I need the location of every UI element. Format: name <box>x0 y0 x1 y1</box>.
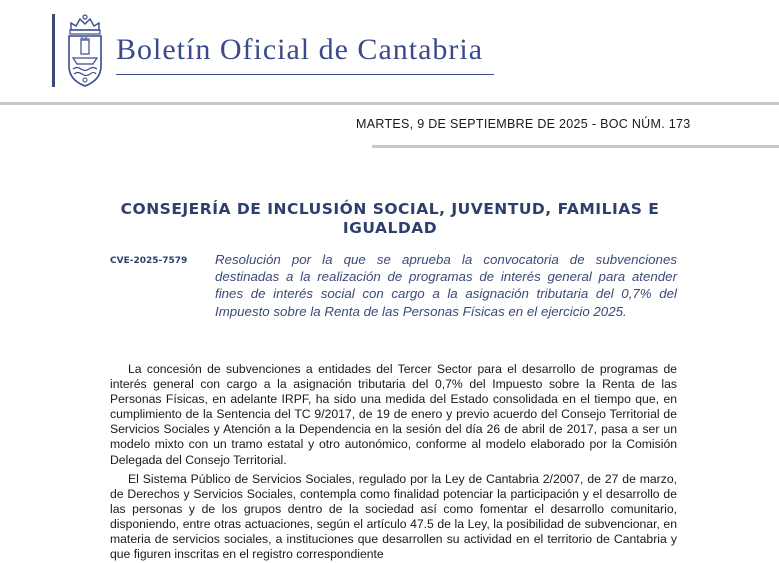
cve-code: CVE-2025-7579 <box>110 256 188 266</box>
body-paragraph-1: La concesión de subvenciones a entidades del Tercer Sector para el desarrollo de programas de interés general con cargo a la asignación tributaria del 0,7% del Impuesto sobre la Renta de las Personas Físicas, en adelante IRPF, ha sido una medida del Estado consolidada en el tiempo que, en cumplimiento de la Sentencia del TC 9/2017, de 19 de enero y previo acuerdo del Consejo Territorial de Servicios Sociales y Atención a la Dependencia en la sesión del día 26 de abril de 2017, pasa a ser un modelo mixto con un tramo estatal y otro autonómico, conforme al modelo elaborado por la Comisión Delegada del Consejo Territorial. <box>110 362 677 467</box>
resolution-summary: Resolución por la que se aprueba la convocatoria de subvenciones destinadas a la realización de programas de interés general para atender fines de interés social con cargo a la asignación tributaria del 0,7% del Impuesto sobre la Renta de las Personas Físicas en el ejercicio 2025. <box>215 252 677 319</box>
publication-title: Boletín Oficial de Cantabria <box>116 33 484 66</box>
issue-date-line: MARTES, 9 DE SEPTIEMBRE DE 2025 - BOC NÚM. 173 <box>356 117 691 131</box>
header-bottom-rule <box>372 145 779 148</box>
department-heading: CONSEJERÍA DE INCLUSIÓN SOCIAL, JUVENTUD, FAMILIAS E IGUALDAD <box>120 200 660 237</box>
cantabria-coat-of-arms-icon <box>63 14 107 88</box>
body-paragraph-2: El Sistema Público de Servicios Sociales, regulado por la Ley de Cantabria 2/2007, de 27 de marzo, de Derechos y Servicios Sociales, contempla como finalidad potenciar la participación y el desarrollo de las personas y de los grupos dentro de la sociedad así como fomentar el desarrollo comunitario, disponiendo, entre otras actuaciones, según el artículo 47.5 de la Ley, la posibilidad de subvencionar, en materia de servicios sociales, a instituciones que desarrollen su actividad en el territorio de Cantabria y que figuren inscritas en el registro correspondiente <box>110 472 677 562</box>
title-underline <box>116 74 494 75</box>
header-top-rule <box>0 102 779 105</box>
header-vertical-rule <box>52 14 55 87</box>
